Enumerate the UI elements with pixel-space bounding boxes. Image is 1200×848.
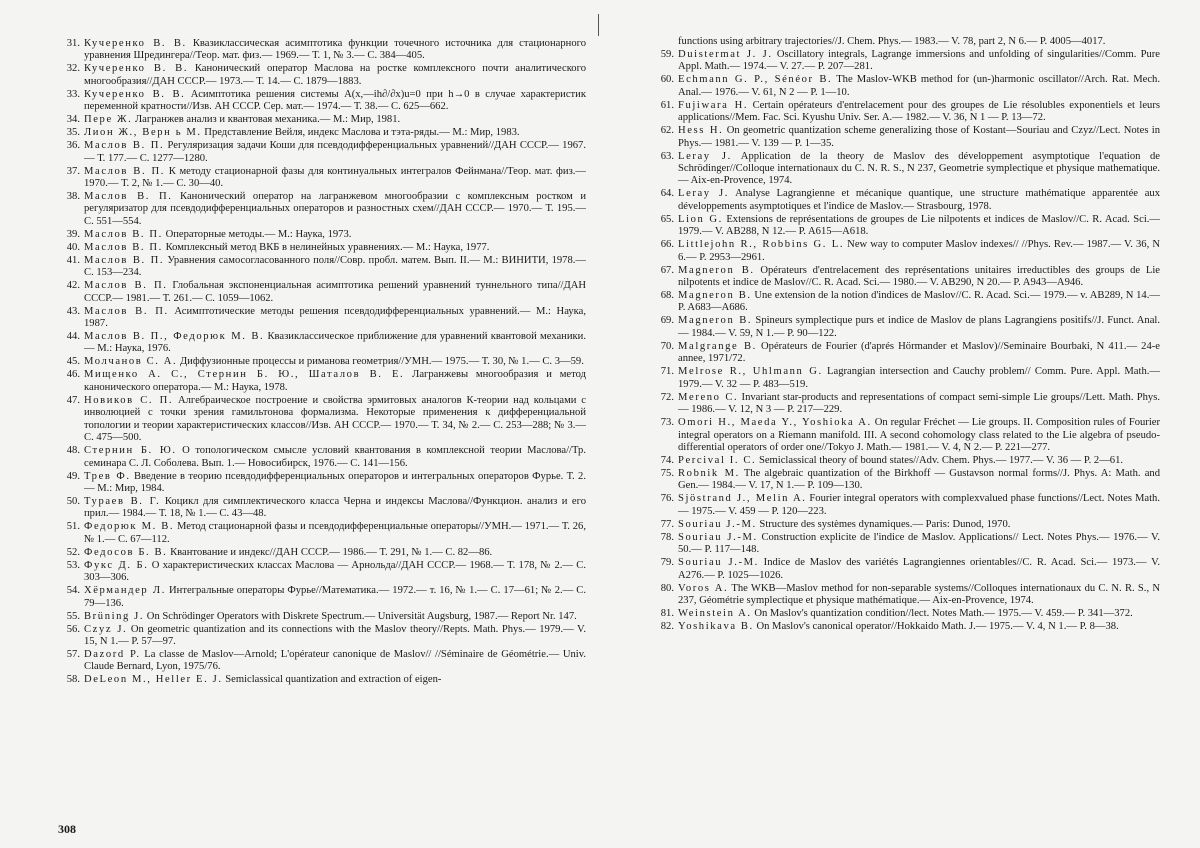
reference-number: 63. — [660, 150, 674, 162]
reference-author: Пере Ж. — [84, 114, 133, 126]
reference-text: Semiclassical quantization and extraction of eigen- — [222, 674, 442, 686]
reference-entry — [652, 341, 1160, 366]
reference-author: Magneron B. — [678, 315, 753, 327]
reference-author: Маслов В. П. — [84, 140, 165, 152]
reference-author: Magneron B. — [678, 290, 752, 302]
reference-entry — [652, 214, 1160, 239]
reference-text: Indice de Maslov des variétés Lagrangiennes orientables//C. R. Acad. Sci.— 1973.— V. A276.— P. 1025—1026. — [678, 557, 1160, 581]
reference-text: Канонический оператор на лагранжевом многообразии с комплексным ростком и регуляризатор для псевдодифференциальных операторов и разностных схем//ДАН СССР.— 1970.— Т. 195.— С. 551—554. — [84, 191, 587, 227]
reference-author: Sjöstrand J., Melin A. — [678, 493, 807, 505]
reference-text: Extensions de représentations de groupes de Lie nilpotents et indices de Maslov//C. R. Acad. Sci.— 1979.— V. AB288, N 12.— P. A615—A618. — [678, 213, 1161, 238]
reference-author: Кучеренко В. В. — [84, 38, 187, 49]
reference-text: Введение в теорию псевдодифференциальных операторов и интегральных операторов Фурье. Т. 2.— М.: Мир, 1984. — [84, 470, 586, 494]
reference-text: On Maslov's quantization condition//lect. Notes Math.— 1975.— V. 459.— P. 341—372. — [751, 607, 1133, 619]
reference-text: К методу стационарной фазы для континуальных интегралов Фейнмана//Теор. мат. физ.— 1970.— Т. 2, № 1.— С. 30—40. — [84, 165, 586, 190]
reference-entry — [652, 455, 1160, 467]
reference-entry — [58, 445, 586, 470]
reference-list-right — [652, 49, 1160, 633]
reference-entry — [652, 100, 1160, 125]
reference-text: Opérateurs d'entrelacement des représentations unitaires irreductibles des groups de Lie nilpotents et indice de Maslov//C. R. Acad. Sci.— 1980.— V. AB290, N 20.— P. A943—A946. — [678, 264, 1160, 289]
reference-entry — [58, 242, 586, 254]
reference-text: Метод стационарной фазы и псевдодифференциальные операторы//УМН.— 1971.— Т. 26, № 1.— С. 67—112. — [84, 521, 586, 545]
reference-number: 31. — [66, 38, 80, 49]
reference-number: 61. — [660, 99, 674, 111]
reference-number: 70. — [660, 340, 674, 352]
reference-number: 80. — [660, 582, 674, 594]
page-number: 308 — [58, 822, 76, 836]
reference-text: Алгебраическое построение и свойства эрмитовых аналогов К-теории над кольцами с инволюцией с точки зрения гамильтонова формализма. Некоторые применения к дифференциальной топологии и теории характеристических классов//Изв. АН СССР.— 1970.— Т. 34, № 2.— С. 253—288; № 3.— С. 475—500. — [84, 394, 587, 444]
reference-text: Комплексный метод ВКБ в нелинейных уравнениях.— М.: Наука, 1977. — [162, 241, 490, 253]
reference-author: Кучеренко В. В. — [84, 88, 186, 100]
reference-text: On Schrödinger Operators with Diskrete Spectrum.— Universität Augsburg, 1987.— Report Nr. 147. — [144, 610, 577, 622]
reference-text: Уравнения самосогласованного поля//Совр. пробл. матем. Вып. II.— М.: ВИНИТИ, 1978.— С. 153—234. — [84, 254, 586, 279]
reference-author: Weinstein A. — [678, 607, 752, 619]
reference-text: Semiclassical theory of bound states//Adv. Chem. Phys.— 1977.— V. 36 — P. 2—61. — [756, 454, 1124, 466]
reference-number: 58. — [66, 674, 80, 686]
reference-number: 54. — [66, 585, 80, 597]
reference-number: 43. — [66, 305, 80, 317]
reference-text: О характеристических классах Маслова — Арнольда//ДАН СССР.— 1968.— Т. 178, № 2.— С. 303—306. — [84, 559, 586, 584]
reference-text: New way to computer Maslov indexes// //Phys. Rev.— 1987.— V. 36, N 6.— P. 2953—2961. — [678, 239, 1160, 263]
reference-text: Коцикл для симплектического класса Черна и индексы Маслова//Функцион. анализ и его прил.— 1984.— Т. 18, № 1.— С. 43—48. — [84, 495, 586, 520]
reference-entry — [652, 315, 1160, 340]
reference-number: 62. — [660, 125, 674, 137]
reference-number: 39. — [66, 228, 80, 240]
reference-text: Лагранжевы многообразия и метод канонического оператора.— М.: Наука, 1978. — [84, 369, 586, 393]
reference-text: Глобальная экспоненциальная асимптотика решений уравнений туннельного типа//ДАН СССР.— 1981.— Т. 261.— С. 1059—1062. — [84, 280, 586, 304]
reference-number: 60. — [660, 74, 674, 86]
reference-entry — [58, 89, 586, 114]
reference-number: 38. — [66, 191, 80, 203]
reference-number: 73. — [660, 417, 674, 429]
reference-author: Трев Ф. — [84, 470, 131, 482]
reference-entry — [58, 611, 586, 623]
reference-entry — [652, 583, 1160, 608]
reference-author: Dazord P. — [84, 648, 141, 660]
reference-number: 33. — [66, 88, 80, 100]
reference-author: Duistermat J. J. — [678, 49, 773, 60]
reference-text: Диффузионные процессы и риманова геометрия//УМН.— 1975.— Т. 30, № 1.— С. 3—59. — [177, 356, 584, 368]
reference-text: Квантование и индекс//ДАН СССР.— 1986.— Т. 291, № 1.— С. 82—86. — [167, 546, 493, 558]
reference-entry — [652, 608, 1160, 620]
reference-author: Федосов Б. В. — [84, 546, 168, 558]
reference-entry — [58, 166, 586, 191]
reference-number: 49. — [66, 470, 80, 482]
reference-number: 68. — [660, 290, 674, 302]
reference-number: 57. — [66, 648, 80, 660]
reference-author: Маслов В. П., Федорюк М. В. — [84, 331, 265, 343]
right-page — [600, 0, 1200, 848]
reference-entry — [58, 306, 586, 331]
reference-entry — [58, 191, 586, 228]
reference-text: The Maslov-WKB method for (un-)harmonic oscillator//Arch. Rat. Mech. Anal.— 1976.— V. 61, N 2 — P. 1—10. — [678, 74, 1160, 98]
reference-entry — [58, 127, 586, 139]
reference-text: Construction explicite de l'indice de Maslov. Applications// Lect. Notes Phys.— 1976.— V. 50.— P. 117—148. — [678, 531, 1160, 556]
reference-author: Lion G. — [678, 213, 723, 225]
reference-author: Robnik M. — [678, 467, 740, 479]
reference-number: 47. — [66, 394, 80, 406]
reference-number: 40. — [66, 241, 80, 253]
reference-text: Асимптотика решения системы A(x,—ih∂/∂x)u=0 при h→0 в случае характеристик переменной кратности//Изв. АН СССР. Сер. мат.— 1974.— Т. 38.— С. 625—662. — [84, 88, 586, 113]
reference-author: Маслов В. П. — [84, 165, 166, 177]
reference-text: Structure des systèmes dynamiques.— Paris: Dunod, 1970. — [756, 518, 1011, 530]
reference-author: Маслов В. П. — [84, 305, 169, 317]
reference-number: 35. — [66, 127, 80, 139]
reference-author: Маслов В. П. — [84, 280, 168, 292]
reference-entry — [58, 547, 586, 559]
reference-entry — [58, 521, 586, 546]
reference-entry — [58, 674, 586, 686]
reference-number: 67. — [660, 264, 674, 276]
reference-entry — [58, 356, 586, 368]
reference-text: Квазиклассическое приближение для уравнений квантовой механики.— М.: Наука, 1976. — [84, 331, 586, 355]
reference-entry — [58, 585, 586, 610]
reference-entry — [652, 519, 1160, 531]
reference-text: The algebraic quantization of the Birkhoff — Gustavson normal forms//J. Phys. A: Math. and Gen.— 1984.— V. 17, N 1.— P. 109—130. — [678, 467, 1160, 492]
reference-text: Канонический оператор Маслова на ростке комплексного почти аналитического многообразия//ДАН СССР.— 1973.— Т. 14.— С. 1879—1883. — [84, 63, 586, 87]
reference-list-left — [58, 38, 586, 687]
reference-author: DeLeon M., Heller E. J. — [84, 674, 223, 686]
reference-number: 66. — [660, 239, 674, 251]
reference-text: Invariant star-products and representations of compact semi-simple Lie groups//Lett. Math. Phys.— 1986.— V. 12, N 3 — P. 217—229. — [678, 391, 1160, 416]
reference-author: Percival I. C. — [678, 454, 757, 466]
reference-entry — [652, 265, 1160, 290]
reference-entry — [58, 38, 586, 63]
reference-author: Мищенко А. С., Стернин Б. Ю., Шаталов В. Е. — [84, 369, 405, 381]
reference-author: Hess H. — [678, 125, 724, 137]
reference-text: Application de la theory de Maslov des développement asymptotique l'equation de Schrödinger//Colloque internationaux du C. N. R. S., N 237, Geometrie symplectique et physique mathematique.— Aix-en-Provence, 1974. — [678, 150, 1160, 187]
reference-author: Czyz J. — [84, 623, 128, 635]
reference-number: 59. — [660, 49, 674, 60]
reference-entry — [652, 239, 1160, 264]
reference-author: Стернин Б. Ю. — [84, 445, 177, 457]
reference-text: Регуляризация задачи Коши для псевдодифференциальных уравнений//ДАН СССР.— 1967.— Т. 177.— С. 1277—1280. — [84, 140, 587, 164]
reference-author: Fujiwara H. — [678, 99, 749, 111]
reference-entry — [58, 140, 586, 165]
reference-number: 34. — [66, 114, 80, 126]
reference-text: Асимптотические методы решения псевдодифференциальных уравнений.— М.: Наука, 1987. — [84, 305, 586, 330]
reference-entry — [652, 532, 1160, 557]
reference-author: Тураев В. Г. — [84, 495, 161, 507]
reference-author: Маслов В. П. — [84, 228, 163, 240]
reference-entry — [652, 621, 1160, 633]
reference-author: Маслов В. П. — [84, 241, 163, 253]
reference-author: Leray J. — [678, 188, 729, 200]
reference-number: 51. — [66, 521, 80, 533]
reference-author: Voros A. — [678, 582, 729, 594]
reference-entry — [58, 471, 586, 496]
reference-number: 45. — [66, 356, 80, 368]
reference-author: Littlejohn R., Robbins G. L. — [678, 239, 845, 251]
reference-author: Лион Ж., Верн ь М. — [84, 127, 202, 139]
reference-entry — [58, 63, 586, 88]
reference-number: 75. — [660, 467, 674, 479]
reference-number: 69. — [660, 315, 674, 327]
reference-author: Malgrange B. — [678, 340, 757, 352]
reference-text: Lagrangian intersection and Cauchy problem// Comm. Pure. Appl. Math.— 1979.— V. 32 — P. 483—519. — [678, 366, 1160, 390]
reference-text: О топологическом смысле условий квантования в комплексной теории Маслова//Тр. семинара С. Л. Соболева. Вып. 1.— Новосибирск, 1976.— С. 141—156. — [84, 445, 586, 469]
reference-number: 37. — [66, 165, 80, 177]
reference-number: 42. — [66, 280, 80, 292]
reference-number: 77. — [660, 518, 674, 530]
reference-entry — [652, 74, 1160, 99]
reference-author: Маслов В. П. — [84, 191, 173, 203]
reference-text: Лагранжев анализ и квантовая механика.— М.: Мир, 1981. — [132, 114, 401, 126]
reference-author: Mereno C. — [678, 391, 739, 403]
reference-text: Представление Вейля, индекс Маслова и тэта-ряды.— М.: Мир, 1983. — [201, 127, 520, 139]
reference-author: Хёрмандер Л. — [84, 585, 166, 597]
reference-entry — [652, 125, 1160, 150]
reference-author: Melrose R., Uhlmann G. — [678, 366, 823, 378]
reference-entry — [652, 557, 1160, 582]
reference-author: Leray J. — [678, 150, 732, 162]
reference-author: Молчанов С. А. — [84, 356, 178, 368]
reference-number: 44. — [66, 331, 80, 343]
reference-entry — [58, 560, 586, 585]
reference-entry — [58, 229, 586, 241]
reference-author: Федорюк М. В. — [84, 521, 175, 533]
reference-number: 76. — [660, 493, 674, 505]
reference-entry — [652, 417, 1160, 454]
reference-author: Новиков С. П. — [84, 394, 174, 406]
reference-text: Интегральные операторы Фурье//Математика.— 1972.— т. 16, № 1.— С. 17—61; № 2.— С. 79—136. — [84, 585, 587, 609]
reference-entry — [58, 331, 586, 356]
reference-author: Фукс Д. Б. — [84, 559, 149, 571]
reference-continuation: functions using arbitrary trajectories//J. Chem. Phys.— 1983.— V. 78, part 2, N 6.— P. 4005—4017. — [678, 36, 1106, 47]
reference-entry — [58, 496, 586, 521]
reference-number: 36. — [66, 140, 80, 152]
reference-number: 72. — [660, 391, 674, 403]
reference-text: On geometric quantization scheme generalizing those of Kostant—Souriau and Czyz//Lect. Notes in Phys.— 1981.— V. 139 — P. 1—35. — [678, 125, 1160, 149]
reference-entry — [652, 366, 1160, 391]
reference-author: Souriau J.-M. — [678, 557, 759, 569]
reference-entry — [58, 255, 586, 280]
reference-author: Echmann G. P., Sénéor B. — [678, 74, 833, 86]
reference-author: Souriau J.-M. — [678, 518, 757, 530]
reference-entry — [652, 493, 1160, 518]
reference-text: Une extension de la notion d'indices de Maslov//C. R. Acad. Sci.— 1979.— v. AB289, N 14.— P. A683—A686. — [678, 290, 1160, 314]
reference-text: On regular Fréchet — Lie groups. II. Composition rules of Fourier integral operators on a Riemann manifold. III. A second cohomology class related to the Lie algebra of pseudo-differential operators of order one//Tokyo J. Math.— 1981.— V. 4, N 2.— P. 221—277. — [678, 417, 1161, 453]
reference-entry — [652, 151, 1160, 188]
reference-number: 64. — [660, 188, 674, 200]
reference-number: 53. — [66, 559, 80, 571]
reference-number: 71. — [660, 366, 674, 378]
reference-text: On geometric quantization and its connections with the Maslov theory//Repts. Math. Phys.— 1979.— V. 15, N 1.— P. 57—97. — [84, 623, 586, 647]
reference-author: Кучеренко В. В. — [84, 63, 189, 75]
reference-number: 41. — [66, 254, 80, 266]
reference-entry — [58, 280, 586, 305]
reference-number: 46. — [66, 369, 80, 381]
reference-entry — [58, 395, 586, 445]
reference-number: 48. — [66, 445, 80, 457]
reference-number: 55. — [66, 610, 80, 622]
reference-number: 56. — [66, 623, 80, 635]
reference-entry — [652, 290, 1160, 315]
reference-number: 65. — [660, 213, 674, 225]
reference-author: Omori H., Maeda Y., Yoshioka A. — [678, 417, 872, 429]
reference-number: 81. — [660, 607, 674, 619]
reference-entry — [652, 188, 1160, 213]
reference-number: 78. — [660, 531, 674, 543]
reference-entry — [58, 114, 586, 126]
reference-text: Операторные методы.— М.: Наука, 1973. — [162, 228, 352, 240]
reference-entry — [652, 49, 1160, 74]
reference-entry — [652, 392, 1160, 417]
reference-entry — [58, 624, 586, 649]
reference-text: The WKB—Maslov method for non-separable systems//Colloques internationaux du C. N. R. S., N 237, Géométrie symplectique et physique mathématique.— Aix-en-Provence, 1974. — [678, 582, 1160, 606]
reference-author: Brüning J. — [84, 610, 145, 622]
reference-text: La classe de Maslov—Arnold; L'opérateur canonique de Maslov// //Séminaire de Géométrie.— Univ. Claude Bernard, Lyon, 1975/76. — [84, 648, 586, 673]
reference-author: Souriau J.-M. — [678, 531, 758, 543]
reference-text: Certain opérateurs d'entrelacement pour des groupes de Lie résolubles exponentiels et leurs applications//Mem. Fac. Sci. Kyushu Univ. Ser. A.— 1982.— V. 36, N 1 — P. 13—72. — [678, 99, 1160, 124]
reference-text: Analyse Lagrangienne et mécanique quantique, une structure mathématique apparentée aux développements asymptotiques et l'indice de Maslov.— Strasbourg, 1978. — [678, 188, 1161, 212]
reference-author: Magneron B. — [678, 264, 755, 276]
reference-entry — [652, 468, 1160, 493]
reference-number: 50. — [66, 495, 80, 507]
reference-text: Oscillatory integrals, Lagrange immersions and unfolding of singularities//Comm. Pure Appl. Math.— 1974.— V. 27.— P. 207—281. — [678, 49, 1160, 73]
reference-number: 79. — [660, 557, 674, 569]
reference-text: Квазиклассическая асимптотика функции точечного источника для стационарного уравнения Шредингера//Теор. мат. физ.— 1969.— Т. 1, № 3.— С. 384—405. — [84, 38, 586, 62]
reference-text: Opérateurs de Fourier (d'aprés Hörmander et Maslov)//Seminaire Bourbaki, N 411.— 24-e annee, 1971/72. — [678, 340, 1160, 365]
reference-number: 32. — [66, 63, 80, 75]
reference-number: 82. — [660, 620, 674, 632]
reference-text: On Maslov's canonical operator//Hokkaido Math. J.— 1975.— V. 4, N 1.— P. 8—38. — [753, 620, 1119, 632]
reference-entry — [58, 649, 586, 674]
reference-text: Spineurs symplectique purs et indice de Maslov de plans Lagrangiens positifs//J. Funct. Anal.— 1984.— V. 59, N 1.— P. 90—122. — [678, 315, 1160, 339]
reference-author: Маслов В. П. — [84, 254, 165, 266]
reference-number: 52. — [66, 546, 80, 558]
reference-number: 74. — [660, 454, 674, 466]
reference-entry — [58, 369, 586, 394]
reference-author: Yoshikava B. — [678, 620, 754, 632]
reference-text: Fourier integral operators with complexvalued phase functions//Lect. Notes Math.— 1975.— V. 459 — P. 120—223. — [678, 493, 1160, 517]
